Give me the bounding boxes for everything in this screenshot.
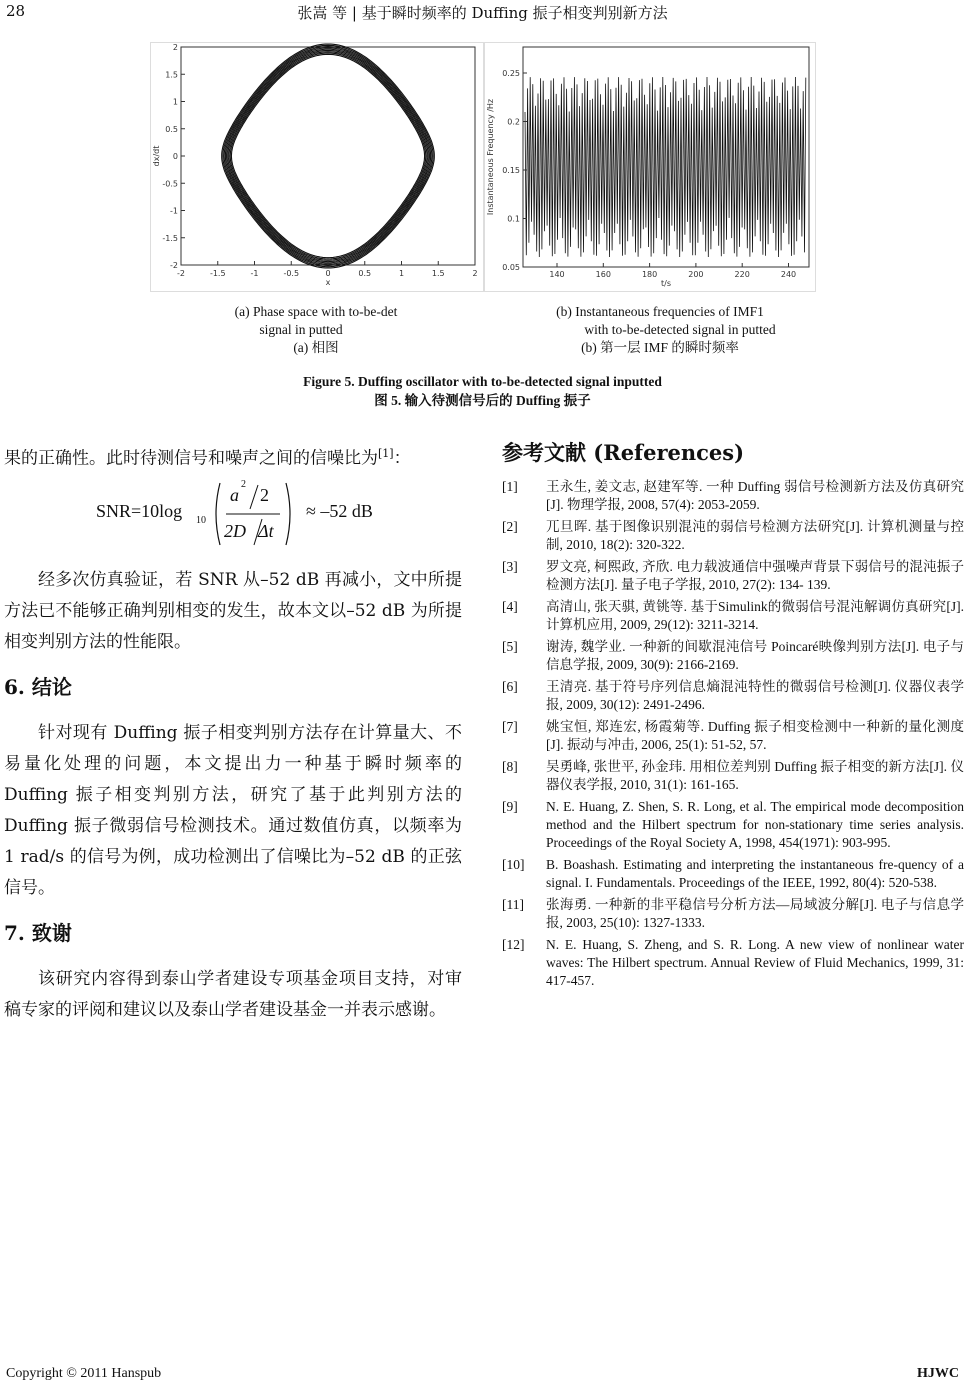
phase-trajectory: [222, 44, 435, 268]
figure-caption-en: Figure 5. Duffing oscillator with to-be-detected signal inputted: [303, 374, 662, 389]
reference-number: [7]: [502, 719, 518, 734]
reference-number: [10]: [502, 857, 525, 872]
plot-a-y-tick-label: -2: [170, 261, 178, 270]
reference-text: N. E. Huang, Z. Shen, S. R. Long, et al. The empirical mode decomposition method and the Hilbert spectrum for non-stationary time series analysis. Proceedings of the Royal Society A, 1998, 454(1971): 903-995.: [546, 799, 964, 850]
reference-item: [502, 936, 964, 990]
subcaption-a: [186, 303, 446, 357]
subcaption-a-cn: (a) 相图: [293, 340, 339, 355]
reference-text: 高清山, 张天骐, 黄铫等. 基于Simulink的微弱信号混沌解调仿真研究[J]. 计算机应用, 2009, 29(12): 3211-3214.: [546, 599, 964, 632]
plot-a-ylabel: dx/dt: [152, 145, 161, 167]
reference-number: [1]: [502, 479, 518, 494]
plot-a-y-tick-label: -1.5: [162, 233, 178, 243]
reference-item: [502, 798, 964, 852]
reference-text: 王清亮. 基于符号序列信息熵混沌特性的微弱信号检测[J]. 仪器仪表学报, 2009, 30(12): 2491-2496.: [546, 679, 964, 712]
plot-a-y-tick-label: 0: [172, 152, 178, 161]
plot-b-x-tick-label: 200: [688, 270, 704, 279]
plot-b-ylabel: Instantaneous Frequency /Hz: [486, 98, 495, 216]
subcaption-a-en-1: (a) Phase space with to-be-det: [234, 304, 398, 319]
plot-b-x-tick-label: 140: [549, 270, 565, 279]
frequency-trace-line: [525, 77, 806, 257]
plot-b-y-tick-label: 0.15: [502, 166, 520, 175]
reference-item: [502, 856, 964, 892]
page-number: 28: [6, 2, 26, 20]
subcaption-b-cn: (b) 第一层 IMF 的瞬时频率: [581, 340, 739, 355]
section-7-heading: 7. 致谢: [4, 920, 72, 945]
reference-number: [3]: [502, 559, 518, 574]
page-header: [0, 2, 965, 24]
plot-a-x-tick-label: -1: [250, 269, 259, 278]
plot-b-y-tick-label: 0.05: [502, 263, 520, 272]
plot-b-x-tick-label: 160: [595, 270, 611, 279]
subcaption-b-en-2: with to-be-detected signal in putted: [584, 322, 776, 337]
reference-number: [6]: [502, 679, 518, 694]
plot-a-x-tick-label: -2: [177, 269, 185, 278]
phase-trajectory-band: [229, 52, 427, 261]
plot-a-y-tick-label: -1: [170, 206, 178, 216]
plot-b-y-tick-label: 0.2: [507, 117, 520, 127]
plot-b-y-tick-label: 0.1: [507, 214, 520, 224]
phase-trajectory-band: [230, 53, 426, 259]
reference-item: [502, 638, 964, 674]
subcaption-b: [510, 303, 810, 357]
reference-text: 王永生, 姜文志, 赵建军等. 一种 Duffing 弱信号检测新方法及仿真研究[J]. 物理学报, 2008, 57(4): 2053-2059.: [546, 479, 964, 512]
reference-number: [8]: [502, 759, 518, 774]
reference-item: [502, 718, 964, 754]
reference-text: 罗文亮, 柯熙政, 齐欣. 电力载波通信中强噪声背景下弱信号的混沌振子检测方法[J]. 量子电子学报, 2010, 27(2): 134- 139.: [546, 559, 964, 592]
reference-item: [502, 758, 964, 794]
plot-a-y-tick-label: 1: [172, 97, 178, 107]
paragraph-conclusion: 针对现有 Duffing 振子相变判别方法存在计算量大、不易量化处理的问题，本文提出力一种基于瞬时频率的 Duffing 振子相变判别方法，研究了基于此判别方法的 Duffing 振子微弱信号检测技术。通过数值仿真，以频率为 1 rad/s 的信号为例，成功检测出了信噪比为–52 dB 的正弦信号。: [4, 722, 462, 898]
plot-a-xlabel: x: [325, 278, 331, 287]
phase-trajectory-band: [228, 51, 428, 262]
phase-trajectory-band: [223, 45, 433, 266]
plot-b-x-tick-label: 240: [780, 270, 797, 279]
plot-a-y-tick-label: 2: [172, 43, 178, 52]
phase-trajectory-band: [224, 47, 432, 266]
left-column: [4, 438, 462, 1026]
frequency-trace: [525, 77, 806, 257]
plot-b-x-tick-label: 220: [734, 270, 750, 279]
references-column: [502, 438, 964, 994]
plot-a-y-tick-label: 1.5: [165, 70, 178, 80]
plot-a-x-tick-label: 2: [472, 269, 478, 278]
snr-formula: SNR=10log 10 a 2 2 2D Δt ≈ –52 dB: [4, 475, 462, 553]
plot-a-x-tick-label: 1: [398, 269, 405, 278]
footer-copyright: Copyright © 2011 Hanspub: [6, 1366, 162, 1381]
subcaption-b-en-1: (b) Instantaneous frequencies of IMF1: [556, 304, 764, 319]
reference-number: [5]: [502, 639, 518, 654]
plot-a-y-tick-label: 0.5: [165, 124, 178, 134]
figure-caption-cn: 图 5. 输入待测信号后的 Duffing 振子: [374, 393, 591, 408]
paragraph-performance-limit: 经多次仿真验证，若 SNR 从–52 dB 再减小，文中所提方法已不能够正确判别相变的发生，故本文以–52 dB 为所提相变判别方法的性能限。: [4, 569, 462, 652]
reference-text: 吴勇峰, 张世平, 孙金玮. 用相位差判别 Duffing 振子相变的新方法[J]. 仪器仪表学报, 2010, 31(1): 161-165.: [546, 759, 964, 792]
figure-panel-a: [150, 42, 484, 292]
reference-item: [502, 478, 964, 514]
subcaption-a-en-2: signal in putted: [259, 322, 343, 337]
phase-space-plot: [151, 43, 483, 291]
reference-item: [502, 558, 964, 594]
reference-number: [9]: [502, 799, 518, 814]
reference-text: 谢涛, 魏学业. 一种新的间歇混沌信号 Poincaré映像判别方法[J]. 电子与信息学报, 2009, 30(9): 2166-2169.: [546, 639, 964, 672]
plot-b-x-tick-label: 180: [641, 270, 658, 279]
reference-text: 张海勇. 一种新的非平稳信号分析方法—局域波分解[J]. 电子与信息学报, 2003, 25(10): 1327-1333.: [546, 897, 964, 930]
references-list: [502, 478, 964, 990]
reference-number: [2]: [502, 519, 518, 534]
reference-number: [12]: [502, 937, 525, 952]
plot-a-x-tick-label: 1.5: [431, 269, 445, 278]
plot-a-y-tick-label: -0.5: [162, 179, 178, 189]
paragraph-acknowledgement: 该研究内容得到泰山学者建设专项基金项目支持，对审稿专家的评阅和建议以及泰山学者建设基金一并表示感谢。: [4, 968, 462, 1020]
plot-a-x-tick-label: 0.5: [358, 269, 372, 278]
reference-item: [502, 518, 964, 554]
reference-number: [11]: [502, 897, 524, 912]
figure-caption: [0, 372, 965, 410]
reference-number: [4]: [502, 599, 518, 614]
plot-a-x-tick-label: 0: [325, 269, 331, 278]
section-6-heading: 6. 结论: [4, 674, 72, 699]
figure-panel-b: [484, 42, 816, 292]
reference-text: N. E. Huang, S. Zheng, and S. R. Long. A new view of nonlinear water waves: The Hilbert spectrum. Annual Review of Fluid Mechanics, 1999, 31: 417-457.: [546, 937, 964, 988]
reference-text: B. Boashash. Estimating and interpreting the instantaneous fre-quency of a signal. I. Fundamentals. Proceedings of the IEEE, 1992, 80(4): 520-538.: [546, 857, 964, 890]
running-title: 张嵩 等 | 基于瞬时频率的 Duffing 振子相变判别新方法: [297, 4, 668, 22]
phase-trajectory-band: [222, 44, 435, 268]
instantaneous-frequency-plot: [485, 43, 815, 291]
reference-text: 兀旦晖. 基于图像识别混沌的弱信号检测方法研究[J]. 计算机测量与控制, 2010, 18(2): 320-322.: [546, 519, 964, 552]
plot-b-xlabel: t/s: [661, 279, 671, 288]
paragraph-snr-intro: 果的正确性。此时待测信号和噪声之间的信噪比为[1]：: [4, 447, 411, 469]
phase-trajectory-band: [227, 49, 430, 263]
reference-item: [502, 598, 964, 634]
reference-text: 姚宝恒, 郑连宏, 杨霞菊等. Duffing 振子相变检测中一种新的量化测度[J]. 振动与冲击, 2006, 25(1): 51-52, 57.: [546, 719, 964, 752]
phase-trajectory-band: [225, 48, 430, 264]
plot-a-x-tick-label: -1.5: [209, 269, 226, 278]
plot-a-x-tick-label: -0.5: [283, 269, 300, 278]
footer-journal: HJWC: [917, 1366, 959, 1381]
reference-item: [502, 896, 964, 932]
plot-b-y-tick-label: 0.25: [502, 69, 520, 78]
references-heading: 参考文献 (References): [502, 440, 745, 465]
reference-item: [502, 678, 964, 714]
